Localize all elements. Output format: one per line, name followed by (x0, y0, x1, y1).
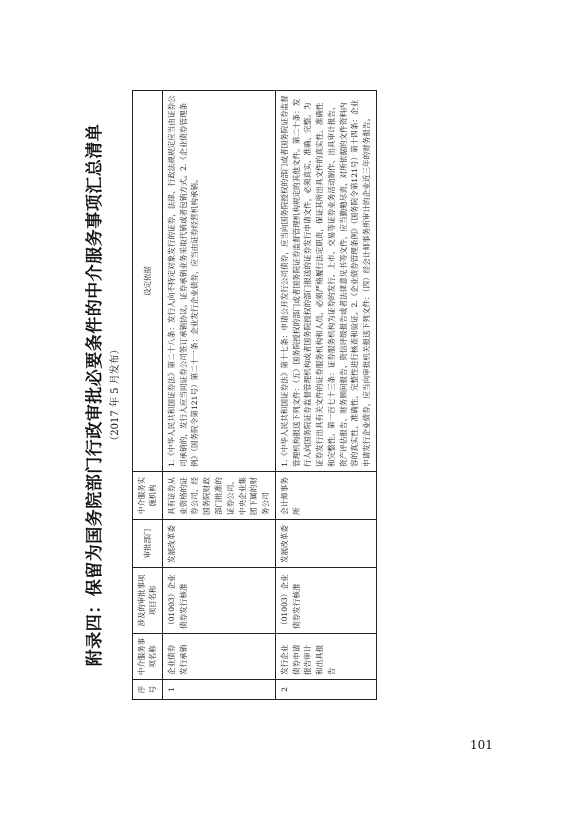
cell-seq: 1 (162, 680, 275, 700)
services-table (132, 90, 377, 700)
cell-dept: 发展改革委 (275, 520, 376, 568)
cell-item-name: 企业债券发行承销 (162, 634, 275, 680)
table-header-row (133, 91, 163, 700)
cell-dept: 发展改革委 (162, 520, 275, 568)
table-row (162, 91, 275, 700)
header-item-name: 中介服务事项名称 (133, 634, 163, 680)
document-title: 附录四：保留为国务院部门行政审批必要条件的中介服务事项汇总清单 (85, 123, 105, 667)
document-subtitle: （2017 年 5 月发布） (110, 344, 121, 446)
cell-basis: 1.《中华人民共和国证券法》第十七条：申请公开发行公司债券，应当向国务院授权的部门或者国务院证券监督管理机构报送下列文件：（五）国务院授权的部门或者国务院证券监督管理机构规定的其他文件。第二十条：发行人向国务院证券监督管理机构或者国务院授权的部门报送的证券发行申请文件，必须真实、准确、完整。为证券发行出具有关文件的证券服务机构和人员，必须严格履行法定职责，保证其所出具文件的真实性、准确性和完整性。第一百七十三条：证券服务机构为证券的发行、上市、交易等证券业务活动制作、出具审计报告、资产评估报告、财务顾问报告、资信评级报告或者法律意见书等文件，应当勤勉尽责，对所依据的文件资料内容的真实性、准确性、完整性进行核查和验证。2.《企业债券管理条例》（国务院令第121号）第十四条：企业申请发行企业债券，应当向审批机关报送下列文件：（四）经会计师事务所审计的企业近三年的财务报告。 (275, 91, 376, 472)
cell-basis: 1.《中华人民共和国证券法》第二十八条：发行人向不特定对象发行的证券，法律、行政法规规定应当由证券公司承销的，发行人应当同证券公司签订承销协议。证券承销业务采取代销或者包销方式。2.《企业债券管理条例》（国务院令第121号）第二十一条：企业发行企业债券，应当由证券经营机构承销。 (162, 91, 275, 472)
cell-approval-item: （01003）企业债券发行核准 (275, 568, 376, 634)
header-dept: 审批部门 (133, 520, 163, 568)
cell-item-name: 发行企业债券申请报告审计和出具报告 (275, 634, 376, 680)
cell-seq: 2 (275, 680, 376, 700)
header-agency: 中介服务实施机构 (133, 472, 163, 520)
header-approval-item: 涉及的审批事项项目名称 (133, 568, 163, 634)
cell-approval-item: （01003）企业债券发行核准 (162, 568, 275, 634)
header-seq: 序号 (133, 680, 163, 700)
page-number: 101 (470, 738, 493, 752)
header-basis: 设定依据 (133, 91, 163, 472)
cell-agency: 会计师事务所 (275, 472, 376, 520)
table-row (275, 91, 376, 700)
cell-agency: 具有证券从业资格的证券公司、经国务院财政部门批准的证券公司、中央企业集团下属的财务公司 (162, 472, 275, 520)
rotated-page-content (80, 90, 520, 700)
